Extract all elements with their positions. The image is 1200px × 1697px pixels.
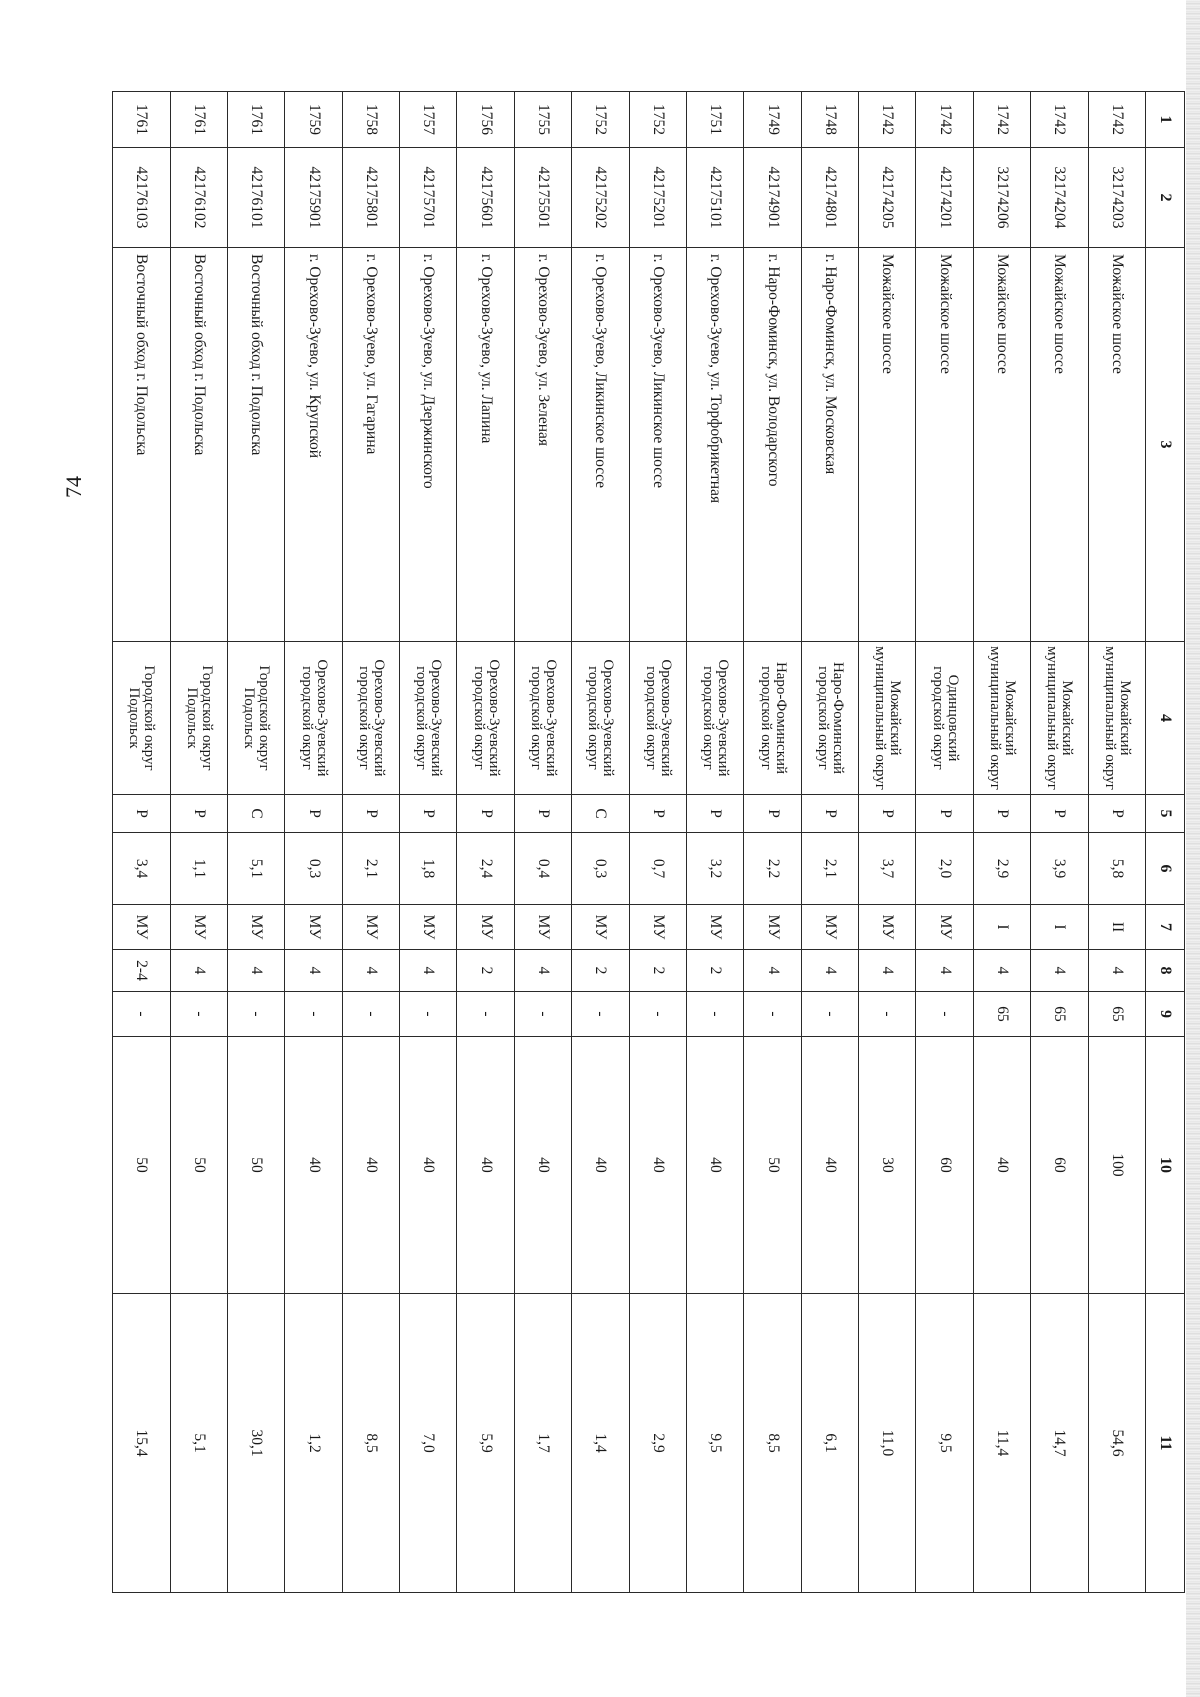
col9-cell: - [457,992,514,1037]
road-name-cell: Восточный обход г. Подольска [228,248,285,642]
road-name-cell: Восточный обход г. Подольска [170,248,227,642]
header-cell: 4 [1146,642,1185,795]
table-row [801,92,858,1593]
road-id-cell: 42175202 [572,148,629,248]
lanes-cell: 4 [342,950,399,992]
table-row [342,92,399,1593]
speed-cell: 40 [400,1037,457,1294]
speed-cell: 40 [342,1037,399,1294]
district-cell: Городской округ Подольск [228,642,285,795]
route-number-cell: 1752 [572,92,629,148]
road-name-cell: г. Наро-Фоминск, ул. Володарского [744,248,801,642]
road-name-cell: г. Орехово-Зуево, ул. Крупской [285,248,342,642]
col11-cell: 15,4 [113,1294,171,1593]
col9-cell: - [285,992,342,1037]
road-name-cell: г. Орехово-Зуево, Ликинское шоссе [572,248,629,642]
route-number-cell: 1742 [973,92,1030,148]
table-row [285,92,342,1593]
speed-cell: 60 [1031,1037,1088,1294]
route-number-cell: 1752 [629,92,686,148]
header-cell: 11 [1146,1294,1185,1593]
col11-cell: 8,5 [744,1294,801,1593]
col11-cell: 7,0 [400,1294,457,1593]
district-cell: Городской округ Подольск [170,642,227,795]
lanes-cell: 4 [285,950,342,992]
header-cell: 2 [1146,148,1185,248]
road-id-cell: 32174204 [1031,148,1088,248]
category-cell: С [572,795,629,833]
route-number-cell: 1751 [687,92,744,148]
lanes-cell: 2 [629,950,686,992]
col11-cell: 1,2 [285,1294,342,1593]
speed-cell: 40 [457,1037,514,1294]
road-id-cell: 42175201 [629,148,686,248]
route-number-cell: 1761 [113,92,171,148]
header-cell: 8 [1146,950,1185,992]
road-id-cell: 42174205 [859,148,916,248]
rotated-table-container [112,91,1185,1592]
length-cell: 2,1 [801,833,858,905]
scan-edge [1186,0,1200,1697]
category-cell: Р [113,795,171,833]
category-cell: Р [859,795,916,833]
lanes-cell: 2 [457,950,514,992]
category-cell: Р [1031,795,1088,833]
category-cell: Р [1088,795,1145,833]
road-id-cell: 42174801 [801,148,858,248]
table-row [1088,92,1145,1593]
col9-cell: - [113,992,171,1037]
header-cell: 1 [1146,92,1185,148]
col9-cell: 65 [973,992,1030,1037]
header-cell: 3 [1146,248,1185,642]
col11-cell: 30,1 [228,1294,285,1593]
road-id-cell: 42176102 [170,148,227,248]
category-cell: Р [342,795,399,833]
col11-cell: 1,4 [572,1294,629,1593]
road-name-cell: г. Орехово-Зуево, ул. Гагарина [342,248,399,642]
category-cell: Р [629,795,686,833]
lanes-cell: 4 [916,950,973,992]
road-name-cell: Можайское шоссе [1088,248,1145,642]
road-id-cell: 32174203 [1088,148,1145,248]
class-cell: МУ [572,905,629,950]
road-name-cell: г. Орехово-Зуево, ул. Зеленая [514,248,571,642]
length-cell: 5,1 [228,833,285,905]
length-cell: 3,2 [687,833,744,905]
table-row [973,92,1030,1593]
road-id-cell: 42175801 [342,148,399,248]
class-cell: МУ [744,905,801,950]
route-number-cell: 1758 [342,92,399,148]
road-name-cell: Можайское шоссе [1031,248,1088,642]
lanes-cell: 2-4 [113,950,171,992]
category-cell: Р [457,795,514,833]
route-number-cell: 1749 [744,92,801,148]
length-cell: 0,4 [514,833,571,905]
category-cell: Р [916,795,973,833]
col11-cell: 5,9 [457,1294,514,1593]
speed-cell: 40 [801,1037,858,1294]
road-name-cell: Можайское шоссе [859,248,916,642]
road-name-cell: Можайское шоссе [973,248,1030,642]
speed-cell: 50 [228,1037,285,1294]
length-cell: 3,4 [113,833,171,905]
category-cell: Р [801,795,858,833]
route-number-cell: 1742 [859,92,916,148]
col9-cell: 65 [1088,992,1145,1037]
district-cell: Орехово-Зуевский городской округ [285,642,342,795]
class-cell: МУ [859,905,916,950]
header-cell: 6 [1146,833,1185,905]
col11-cell: 8,5 [342,1294,399,1593]
district-cell: Орехово-Зуевский городской округ [457,642,514,795]
road-name-cell: г. Наро-Фоминск, ул. Московская [801,248,858,642]
lanes-cell: 4 [1031,950,1088,992]
category-cell: Р [744,795,801,833]
road-id-cell: 32174206 [973,148,1030,248]
class-cell: I [973,905,1030,950]
col9-cell: - [629,992,686,1037]
district-cell: Одинцовский городской округ [916,642,973,795]
length-cell: 3,9 [1031,833,1088,905]
col9-cell: - [859,992,916,1037]
category-cell: Р [170,795,227,833]
table-row [687,92,744,1593]
col9-cell: - [170,992,227,1037]
col9-cell: - [342,992,399,1037]
table-row [113,92,171,1593]
lanes-cell: 2 [572,950,629,992]
district-cell: Можайский муниципальный округ [1088,642,1145,795]
road-name-cell: Можайское шоссе [916,248,973,642]
col9-cell: - [801,992,858,1037]
table-row [228,92,285,1593]
lanes-cell: 4 [514,950,571,992]
speed-cell: 40 [572,1037,629,1294]
table-row [514,92,571,1593]
class-cell: МУ [916,905,973,950]
speed-cell: 40 [687,1037,744,1294]
col9-cell: - [514,992,571,1037]
table-row [400,92,457,1593]
length-cell: 0,3 [285,833,342,905]
class-cell: МУ [629,905,686,950]
class-cell: МУ [285,905,342,950]
district-cell: Орехово-Зуевский городской округ [687,642,744,795]
road-name-cell: Восточный обход г. Подольска [113,248,171,642]
col11-cell: 5,1 [170,1294,227,1593]
district-cell: Наро-Фоминский городской округ [744,642,801,795]
class-cell: МУ [687,905,744,950]
road-id-cell: 42175101 [687,148,744,248]
speed-cell: 100 [1088,1037,1145,1294]
route-number-cell: 1761 [170,92,227,148]
table-row [170,92,227,1593]
lanes-cell: 4 [228,950,285,992]
lanes-cell: 4 [170,950,227,992]
route-number-cell: 1761 [228,92,285,148]
length-cell: 2,2 [744,833,801,905]
district-cell: Можайский муниципальный округ [1031,642,1088,795]
length-cell: 1,1 [170,833,227,905]
speed-cell: 50 [744,1037,801,1294]
speed-cell: 50 [170,1037,227,1294]
class-cell: II [1088,905,1145,950]
class-cell: I [1031,905,1088,950]
col11-cell: 6,1 [801,1294,858,1593]
district-cell: Можайский муниципальный округ [973,642,1030,795]
road-table [112,91,1185,1593]
road-id-cell: 42175701 [400,148,457,248]
lanes-cell: 4 [400,950,457,992]
class-cell: МУ [170,905,227,950]
lanes-cell: 4 [801,950,858,992]
lanes-cell: 4 [1088,950,1145,992]
table-row [572,92,629,1593]
table-row [859,92,916,1593]
page-number: 74 [61,476,86,498]
road-id-cell: 42174201 [916,148,973,248]
class-cell: МУ [514,905,571,950]
header-cell: 5 [1146,795,1185,833]
speed-cell: 60 [916,1037,973,1294]
class-cell: МУ [342,905,399,950]
col9-cell: - [744,992,801,1037]
table-row [916,92,973,1593]
header-cell: 7 [1146,905,1185,950]
district-cell: Наро-Фоминский городской округ [801,642,858,795]
lanes-cell: 4 [859,950,916,992]
road-name-cell: г. Орехово-Зуево, ул. Дзержинского [400,248,457,642]
table-row [629,92,686,1593]
lanes-cell: 4 [973,950,1030,992]
header-cell: 10 [1146,1037,1185,1294]
road-id-cell: 42176103 [113,148,171,248]
road-name-cell: г. Орехово-Зуево, ул. Торфобрикетная [687,248,744,642]
category-cell: С [228,795,285,833]
class-cell: МУ [228,905,285,950]
route-number-cell: 1742 [1031,92,1088,148]
category-cell: Р [514,795,571,833]
category-cell: Р [285,795,342,833]
length-cell: 5,8 [1088,833,1145,905]
lanes-cell: 2 [687,950,744,992]
route-number-cell: 1742 [916,92,973,148]
length-cell: 2,9 [973,833,1030,905]
road-id-cell: 42174901 [744,148,801,248]
class-cell: МУ [801,905,858,950]
length-cell: 0,7 [629,833,686,905]
length-cell: 2,1 [342,833,399,905]
road-id-cell: 42176101 [228,148,285,248]
col9-cell: - [400,992,457,1037]
class-cell: МУ [400,905,457,950]
route-number-cell: 1759 [285,92,342,148]
road-id-cell: 42175601 [457,148,514,248]
district-cell: Городской округ Подольск [113,642,171,795]
speed-cell: 30 [859,1037,916,1294]
class-cell: МУ [457,905,514,950]
col11-cell: 54,6 [1088,1294,1145,1593]
length-cell: 2,4 [457,833,514,905]
table-row [1031,92,1088,1593]
speed-cell: 40 [285,1037,342,1294]
col9-cell: - [687,992,744,1037]
col9-cell: - [916,992,973,1037]
route-number-cell: 1755 [514,92,571,148]
category-cell: Р [400,795,457,833]
col11-cell: 11,0 [859,1294,916,1593]
col9-cell: - [228,992,285,1037]
header-row [1146,92,1185,1593]
category-cell: Р [687,795,744,833]
col9-cell: 65 [1031,992,1088,1037]
route-number-cell: 1748 [801,92,858,148]
route-number-cell: 1757 [400,92,457,148]
length-cell: 3,7 [859,833,916,905]
speed-cell: 40 [629,1037,686,1294]
route-number-cell: 1742 [1088,92,1145,148]
lanes-cell: 4 [744,950,801,992]
road-name-cell: г. Орехово-Зуево, ул. Лапина [457,248,514,642]
road-id-cell: 42175501 [514,148,571,248]
col11-cell: 14,7 [1031,1294,1088,1593]
length-cell: 2,0 [916,833,973,905]
district-cell: Орехово-Зуевский городской округ [572,642,629,795]
length-cell: 1,8 [400,833,457,905]
speed-cell: 40 [514,1037,571,1294]
table-row [744,92,801,1593]
district-cell: Орехово-Зуевский городской округ [629,642,686,795]
speed-cell: 40 [973,1037,1030,1294]
col9-cell: - [572,992,629,1037]
col11-cell: 11,4 [973,1294,1030,1593]
category-cell: Р [973,795,1030,833]
district-cell: Можайский муниципальный округ [859,642,916,795]
table-row [457,92,514,1593]
col11-cell: 9,5 [916,1294,973,1593]
speed-cell: 50 [113,1037,171,1294]
district-cell: Орехово-Зуевский городской округ [514,642,571,795]
road-id-cell: 42175901 [285,148,342,248]
col11-cell: 2,9 [629,1294,686,1593]
col11-cell: 1,7 [514,1294,571,1593]
route-number-cell: 1756 [457,92,514,148]
header-cell: 9 [1146,992,1185,1037]
district-cell: Орехово-Зуевский городской округ [342,642,399,795]
table-body [113,92,1146,1593]
length-cell: 0,3 [572,833,629,905]
road-name-cell: г. Орехово-Зуево, Ликинское шоссе [629,248,686,642]
district-cell: Орехово-Зуевский городской округ [400,642,457,795]
col11-cell: 9,5 [687,1294,744,1593]
class-cell: МУ [113,905,171,950]
